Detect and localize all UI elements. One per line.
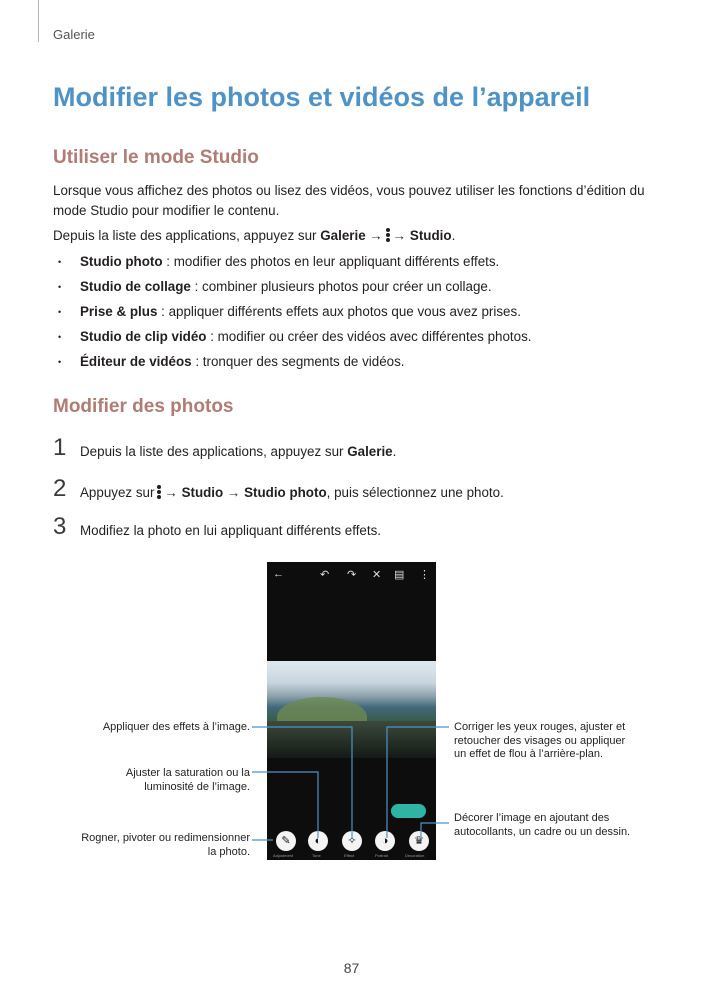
- undo-icon[interactable]: ↶: [320, 569, 330, 581]
- tool-label: Effect: [344, 853, 355, 858]
- list-item: • Éditeur de vidéos : tronquer des segments de vidéos.: [58, 352, 532, 377]
- more-icon[interactable]: ⋮: [419, 569, 430, 581]
- redo-icon[interactable]: ↷: [347, 569, 357, 581]
- callout-decorate: Décorer l’image en ajoutant des autocollants, un cadre ou un dessin.: [454, 812, 631, 838]
- tool-label: Decoration: [405, 853, 425, 858]
- callout-portrait: Corriger les yeux rouges, ajuster et retoucher des visages ou appliquer un effet de flou à l’arrière-plan.: [454, 721, 626, 760]
- tool-label: Adjustment: [273, 853, 294, 858]
- list-item: • Studio de clip vidéo : modifier ou créer des vidéos avec différentes photos.: [58, 327, 532, 352]
- close-icon[interactable]: ✕: [372, 569, 382, 581]
- portrait-tool-icon[interactable]: ◑: [375, 831, 395, 851]
- page-title: Modifier les photos et vidéos de l’appareil: [53, 82, 591, 112]
- decoration-tool-icon[interactable]: ♛: [409, 831, 429, 851]
- save-icon[interactable]: ▤: [394, 569, 405, 581]
- callout-effects: Appliquer des effets à l’image.: [102, 721, 250, 733]
- adjustment-tool-icon[interactable]: ✎: [276, 831, 296, 851]
- tone-tool-icon[interactable]: ◐: [308, 831, 328, 851]
- tool-label: Portrait: [375, 853, 388, 858]
- list-item: • Prise & plus : appliquer différents effets aux photos que vous avez prises.: [58, 302, 532, 327]
- page-number: 87: [343, 960, 360, 976]
- studio-path: Depuis la liste des applications, appuyez sur Galerie → → Studio.: [53, 228, 456, 243]
- callout-crop: Rogner, pivoter ou redimensionner la photo.: [81, 832, 250, 858]
- back-icon[interactable]: ←: [273, 568, 284, 580]
- effect-tool-icon[interactable]: ✧: [342, 831, 362, 851]
- list-item: • Studio photo : modifier des photos en leur appliquant différents effets.: [58, 252, 532, 277]
- tool-label: Tone: [312, 853, 321, 858]
- list-item: • Studio de collage : combiner plusieurs photos pour créer un collage.: [58, 277, 532, 302]
- edit-subtitle: Modifier des photos: [53, 396, 234, 417]
- callout-saturation: Ajuster la saturation ou la luminosité de l’image.: [125, 767, 250, 793]
- studio-intro: Lorsque vous affichez des photos ou lisez des vidéos, vous pouvez utiliser les fonctions d’édition du mode Studio pour modifier le contenu.: [53, 183, 645, 218]
- section-name: Galerie: [53, 27, 95, 42]
- studio-subtitle: Utiliser le mode Studio: [53, 147, 259, 168]
